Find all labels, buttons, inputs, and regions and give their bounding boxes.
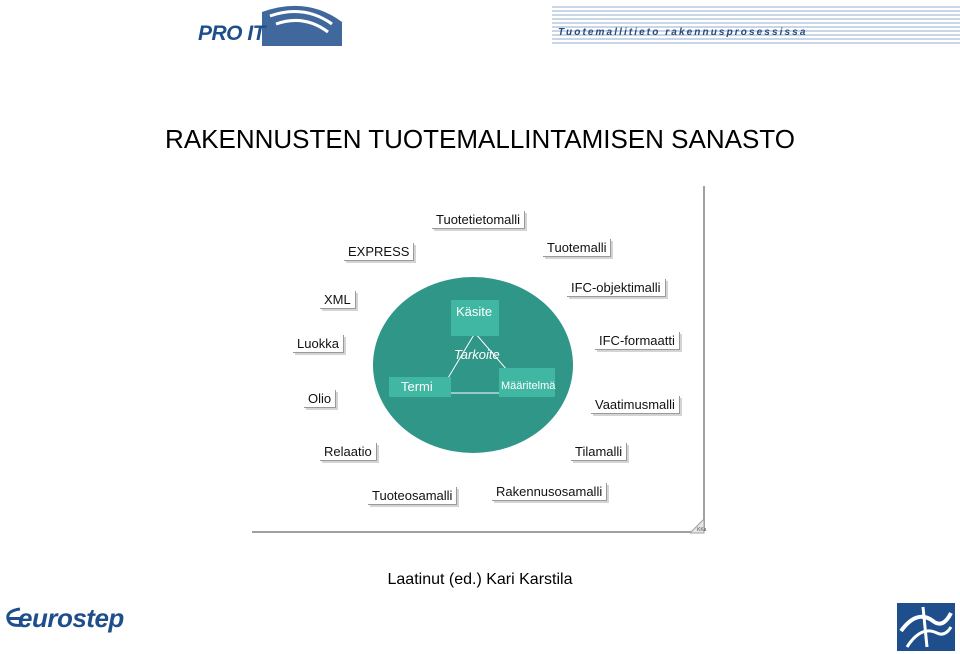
header-banner: [192, 2, 960, 46]
term-vaatimusmalli: Vaatimusmalli: [591, 396, 680, 414]
term-ifc-objektimalli: IFC-objektimalli: [567, 279, 666, 297]
term-olio: Olio: [304, 390, 336, 408]
term-luokka: Luokka: [293, 335, 344, 353]
node-kasite: [451, 300, 499, 336]
page-title: RAKENNUSTEN TUOTEMALLINTAMISEN SANASTO: [165, 124, 795, 154]
term-ifc-formaatti: IFC-formaatti: [595, 332, 680, 350]
node-termi-label: Termi: [401, 379, 433, 394]
corner-label: KKa: [697, 527, 707, 533]
pro-it-logo: PRO IT: [198, 22, 266, 45]
frame-bottom-edge: [252, 531, 692, 533]
node-maaritelma-label: Määritelmä: [501, 380, 556, 392]
author-line: Laatinut (ed.) Kari Karstila: [387, 571, 573, 588]
term-xml: XML: [320, 291, 356, 309]
term-tuotetietomalli: Tuotetietomalli: [432, 211, 525, 229]
frame-right-edge: [703, 186, 705, 531]
node-termi: [389, 377, 451, 397]
term-tilamalli: Tilamalli: [571, 443, 627, 461]
eurostep-logo: eurostep: [18, 603, 124, 633]
term-tuoteosamalli: Tuoteosamalli: [368, 487, 457, 505]
corner-brand-logo-icon: [897, 603, 955, 651]
node-kasite-label: Käsite: [456, 304, 493, 319]
node-tarkoite-label: Tarkoite: [454, 347, 500, 362]
term-relaatio: Relaatio: [320, 443, 377, 461]
term-express: EXPRESS: [344, 243, 414, 261]
term-tuotemalli: Tuotemalli: [543, 239, 611, 257]
term-rakennusosamalli: Rakennusosamalli: [492, 483, 607, 501]
node-maaritelma: [499, 368, 555, 397]
header-tagline: Tuotemallitieto rakennusprosessissa: [558, 27, 808, 38]
